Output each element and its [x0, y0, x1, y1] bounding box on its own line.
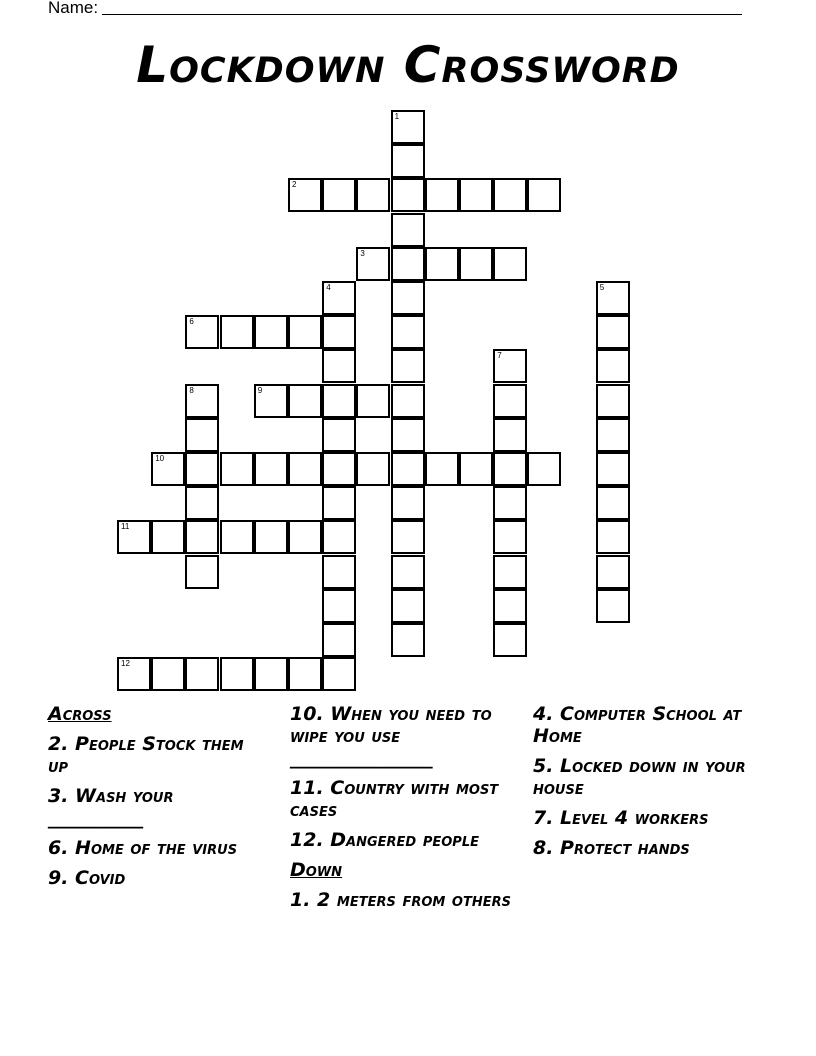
grid-cell[interactable]	[117, 657, 151, 691]
grid-cell[interactable]	[322, 589, 356, 623]
grid-cell[interactable]	[254, 452, 288, 486]
grid-cell[interactable]	[151, 520, 185, 554]
grid-cell[interactable]	[391, 178, 425, 212]
grid-cell[interactable]	[151, 657, 185, 691]
grid-cell[interactable]	[322, 281, 356, 315]
grid-cell[interactable]	[391, 213, 425, 247]
grid-cell[interactable]	[356, 384, 390, 418]
grid-cell[interactable]	[391, 452, 425, 486]
grid-cell[interactable]	[322, 486, 356, 520]
clue-across-9: 9. Covid	[48, 867, 126, 889]
grid-cell[interactable]	[391, 555, 425, 589]
grid-cell[interactable]	[322, 520, 356, 554]
grid-cell[interactable]	[596, 555, 630, 589]
grid-cell[interactable]	[322, 384, 356, 418]
clue-column-2	[290, 703, 530, 919]
grid-cell[interactable]	[322, 452, 356, 486]
grid-cell[interactable]	[288, 452, 322, 486]
clue-number: 11	[121, 522, 130, 532]
grid-cell[interactable]	[391, 315, 425, 349]
grid-cell[interactable]	[493, 452, 527, 486]
grid-cell[interactable]	[493, 520, 527, 554]
clue-column-3	[533, 703, 773, 867]
grid-cell[interactable]	[493, 486, 527, 520]
clue-number: 10	[155, 454, 165, 463]
grid-cell[interactable]	[391, 247, 425, 281]
grid-cell[interactable]	[459, 452, 493, 486]
clue-across-3: 3. Wash your __________	[48, 785, 174, 829]
clue-down-7: 7. Level 4 workers	[533, 807, 709, 829]
grid-cell[interactable]	[254, 520, 288, 554]
grid-cell[interactable]	[117, 520, 151, 554]
grid-cell[interactable]	[596, 486, 630, 520]
grid-cell[interactable]	[596, 315, 630, 349]
grid-cell[interactable]	[185, 384, 219, 418]
grid-cell[interactable]	[391, 384, 425, 418]
grid-cell[interactable]	[596, 384, 630, 418]
grid-cell[interactable]	[493, 349, 527, 383]
grid-cell[interactable]	[151, 452, 185, 486]
grid-cell[interactable]	[288, 520, 322, 554]
grid-cell[interactable]	[356, 247, 390, 281]
grid-cell[interactable]	[356, 452, 390, 486]
grid-cell[interactable]	[220, 520, 254, 554]
grid-cell[interactable]	[220, 657, 254, 691]
grid-cell[interactable]	[425, 178, 459, 212]
clue-number: 8	[189, 385, 194, 395]
grid-cell[interactable]	[322, 349, 356, 383]
grid-cell[interactable]	[254, 315, 288, 349]
clue-down-1: 1. 2 meters from others	[290, 889, 511, 911]
grid-cell[interactable]	[493, 178, 527, 212]
clue-down-4: 4. Computer School at Home	[533, 703, 742, 747]
grid-cell[interactable]	[391, 281, 425, 315]
grid-cell[interactable]	[185, 418, 219, 452]
grid-cell[interactable]	[391, 418, 425, 452]
clue-number: 9	[257, 385, 263, 395]
clue-number: 7	[497, 351, 502, 361]
grid-cell[interactable]	[391, 349, 425, 383]
grid-cell[interactable]	[493, 418, 527, 452]
grid-cell[interactable]	[391, 623, 425, 657]
grid-cell[interactable]	[288, 657, 322, 691]
grid-cell[interactable]	[493, 589, 527, 623]
clue-number: 1	[394, 112, 400, 121]
grid-cell[interactable]	[596, 281, 630, 315]
grid-cell[interactable]	[425, 452, 459, 486]
clue-across-11: 11. Country with most cases	[290, 777, 499, 821]
grid-cell[interactable]	[322, 623, 356, 657]
grid-cell[interactable]	[220, 315, 254, 349]
clue-across-2: 2. People Stock them up	[48, 733, 244, 777]
clue-across-6: 6. Home of the virus	[48, 837, 238, 859]
grid-cell[interactable]	[596, 452, 630, 486]
grid-cell[interactable]	[185, 657, 219, 691]
grid-cell[interactable]	[425, 247, 459, 281]
clue-number: 5	[599, 283, 605, 292]
grid-cell[interactable]	[288, 384, 322, 418]
grid-cell[interactable]	[596, 349, 630, 383]
grid-cell[interactable]	[185, 452, 219, 486]
clue-number: 2	[292, 180, 297, 190]
clue-down-8: 8. Protect hands	[533, 837, 690, 859]
down-heading: Down	[290, 859, 343, 881]
grid-cell[interactable]	[596, 520, 630, 554]
grid-cell[interactable]	[254, 657, 288, 691]
clue-column-1	[48, 703, 248, 897]
grid-cell[interactable]	[185, 520, 219, 554]
grid-cell[interactable]	[185, 486, 219, 520]
clue-across-12: 12. Dangered people	[290, 829, 479, 851]
clue-across-10: 10. When you need to wipe you use _______________	[290, 703, 492, 769]
page-title: Lockdown Crossword	[136, 36, 680, 94]
grid-cell[interactable]	[322, 657, 356, 691]
grid-cell[interactable]	[391, 589, 425, 623]
grid-cell[interactable]	[288, 178, 322, 212]
clue-number: 6	[189, 317, 194, 327]
clue-down-5: 5. Locked down in your house	[533, 755, 746, 799]
grid-cell[interactable]	[459, 247, 493, 281]
grid-cell[interactable]	[322, 178, 356, 212]
across-heading: Across	[48, 703, 112, 725]
grid-cell[interactable]	[288, 315, 322, 349]
name-label: Name:	[48, 0, 99, 17]
clue-number: 12	[121, 659, 130, 669]
grid-cell[interactable]	[493, 384, 527, 418]
grid-cell[interactable]	[185, 315, 219, 349]
grid-cell[interactable]	[185, 555, 219, 589]
grid-cell[interactable]	[596, 418, 630, 452]
grid-cell[interactable]	[254, 384, 288, 418]
grid-cell[interactable]	[391, 520, 425, 554]
grid-cell[interactable]	[322, 418, 356, 452]
grid-cell[interactable]	[596, 589, 630, 623]
grid-cell[interactable]	[391, 144, 425, 178]
grid-cell[interactable]	[527, 178, 561, 212]
clue-number: 4	[326, 283, 331, 292]
grid-cell[interactable]	[527, 452, 561, 486]
grid-cell[interactable]	[493, 623, 527, 657]
clue-number: 3	[360, 248, 365, 258]
grid-cell[interactable]	[493, 555, 527, 589]
grid-cell[interactable]	[322, 315, 356, 349]
grid-cell[interactable]	[459, 178, 493, 212]
grid-cell[interactable]	[322, 555, 356, 589]
grid-cell[interactable]	[391, 110, 425, 144]
grid-cell[interactable]	[356, 178, 390, 212]
grid-cell[interactable]	[391, 486, 425, 520]
grid-cell[interactable]	[220, 452, 254, 486]
grid-cell[interactable]	[493, 247, 527, 281]
